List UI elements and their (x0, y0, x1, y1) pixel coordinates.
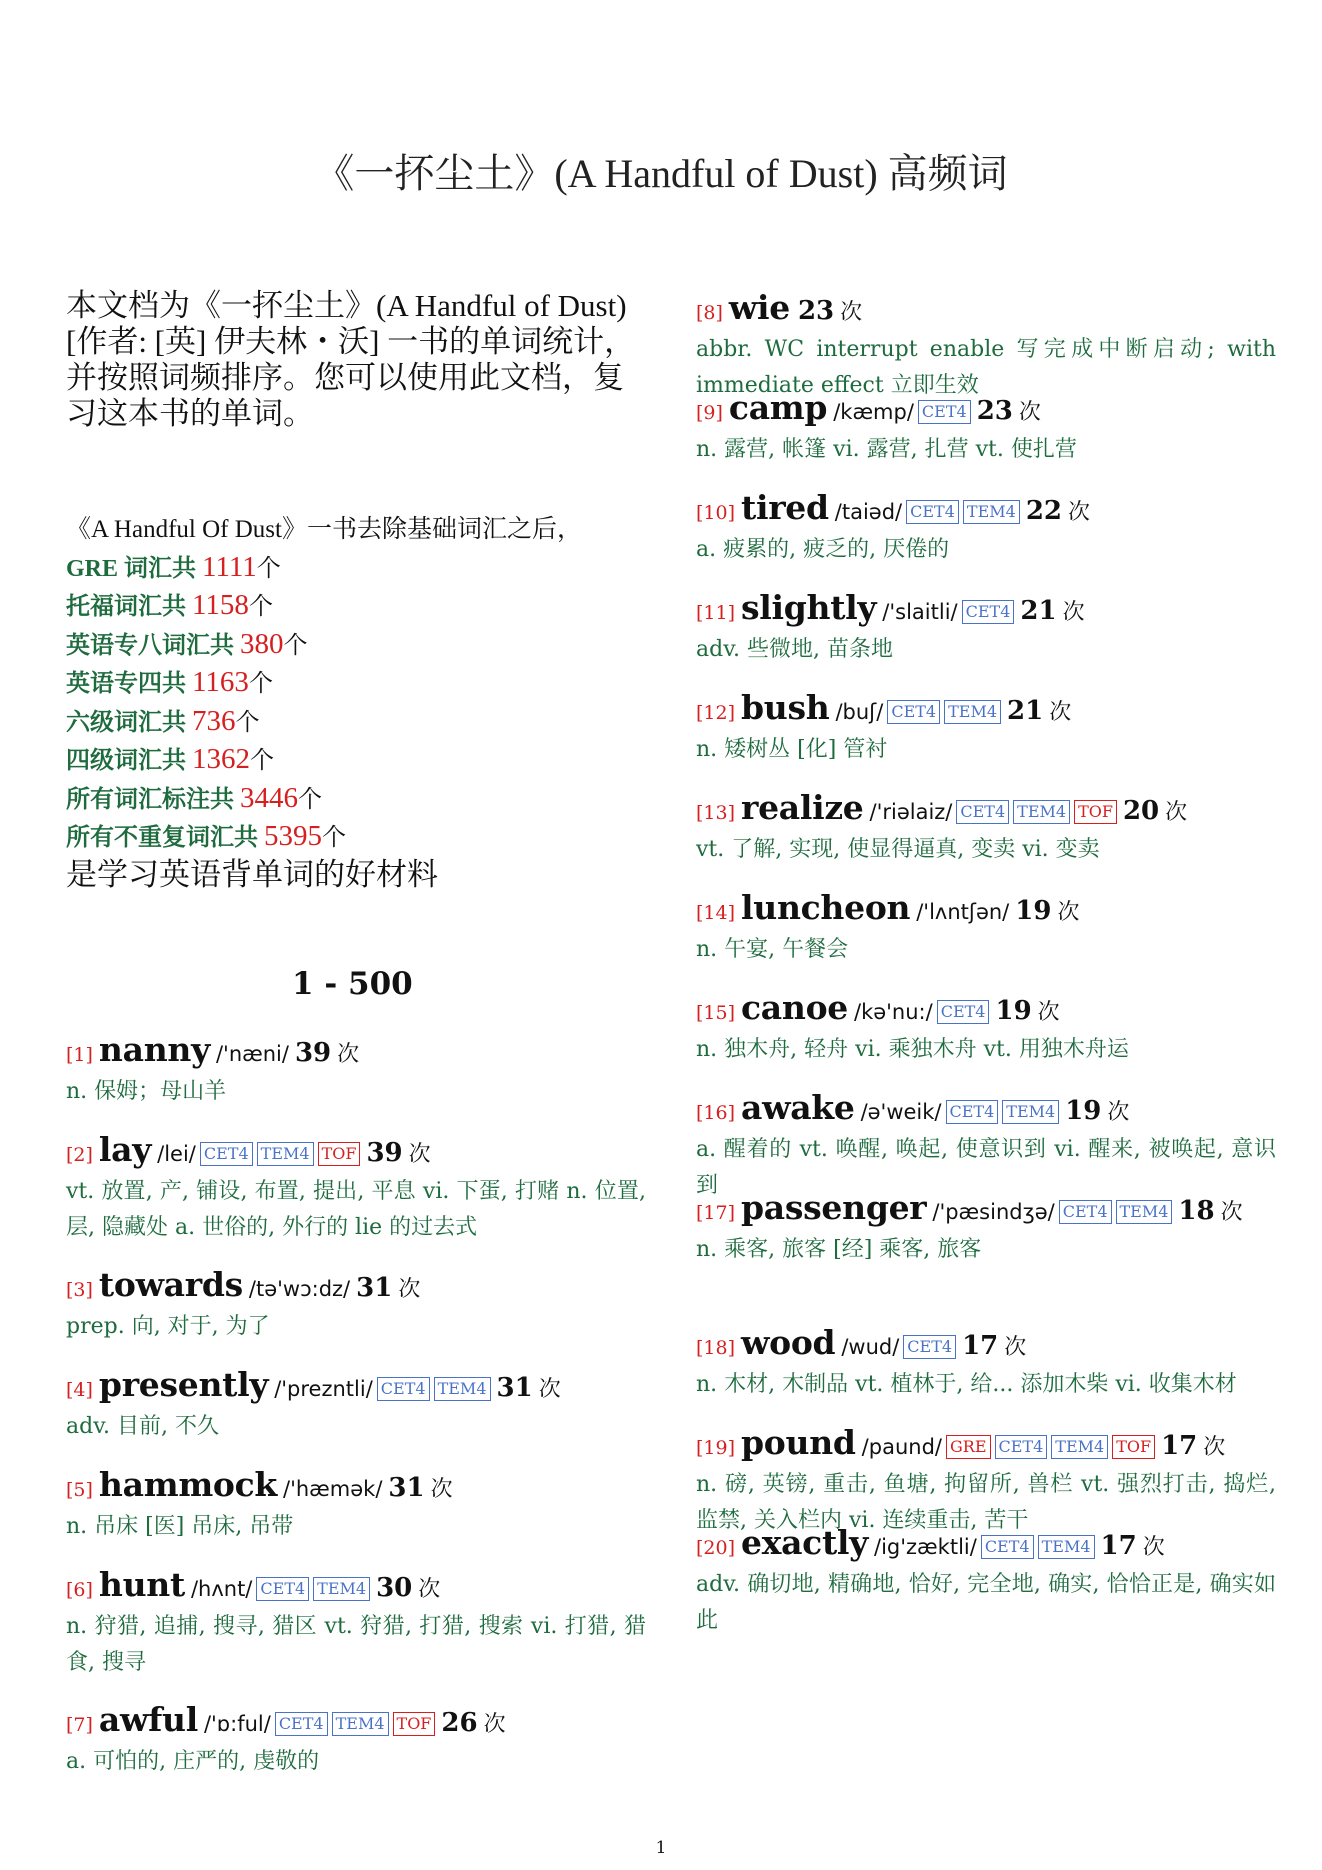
vocab-stats (66, 512, 646, 893)
entry-count: 19 (995, 996, 1032, 1026)
word-entry (696, 588, 1276, 668)
entry-index: [16] (696, 1102, 736, 1124)
level-tag: CET4 (995, 1435, 1048, 1459)
level-tag: CET4 (981, 1535, 1034, 1559)
document-title: 《一抔尘土》(A Handful of Dust) 高频词 (314, 151, 1008, 196)
stat-label: GRE 词汇共 (66, 555, 203, 582)
level-tag: TOF (1112, 1435, 1155, 1459)
entry-definition: a. 可怕的, 庄严的, 虔敬的 (66, 1749, 320, 1774)
entry-index: [8] (696, 302, 723, 324)
entry-word: tired (741, 488, 829, 527)
entry-definition: n. 木材, 木制品 vt. 植林于, 给... 添加木柴 vi. 收集木材 (696, 1372, 1237, 1397)
word-entry (696, 1188, 1276, 1268)
level-tag: TEM4 (944, 700, 1001, 724)
word-entry (696, 1088, 1276, 1204)
stat-row (66, 549, 646, 588)
count-unit: 次 (840, 300, 863, 325)
stat-label: 所有词汇标注共 (66, 786, 240, 813)
count-unit: 次 (1018, 400, 1041, 425)
entry-definition: a. 疲累的, 疲乏的, 厌倦的 (696, 537, 950, 562)
entry-definition: adv. 些微地, 苗条地 (696, 637, 893, 662)
section-heading: 1 - 500 (292, 966, 413, 1002)
entry-count: 23 (797, 296, 835, 326)
entry-phonetic: /'riəlaiz/ (869, 800, 953, 824)
level-tag: TEM4 (434, 1377, 491, 1401)
entry-definition: n. 乘客, 旅客 [经] 乘客, 旅客 (696, 1237, 982, 1262)
entry-definition: n. 午宴, 午餐会 (696, 937, 849, 962)
entry-word: bush (741, 688, 830, 727)
stat-row (66, 703, 646, 742)
entry-word: realize (741, 788, 864, 827)
entry-phonetic: /kæmp/ (833, 400, 914, 424)
word-entry (696, 988, 1276, 1068)
entry-word: presently (98, 1365, 269, 1404)
entry-head (66, 1565, 646, 1609)
level-tag: TEM4 (1051, 1435, 1108, 1459)
entry-word: awful (98, 1700, 198, 1739)
entry-index: [12] (696, 702, 736, 724)
entry-index: [15] (696, 1002, 736, 1024)
entry-phonetic: /buʃ/ (835, 700, 884, 724)
stat-number: 1111 (202, 550, 257, 583)
page-number: 1 (655, 1838, 667, 1858)
level-tag: CET4 (275, 1712, 328, 1736)
stat-label: 托福词汇共 (66, 594, 192, 620)
entry-index: [11] (696, 602, 736, 624)
count-unit: 次 (538, 1377, 561, 1402)
entry-count: 23 (976, 396, 1013, 426)
entry-head (66, 1130, 646, 1174)
entry-phonetic: /ig'zæktli/ (874, 1535, 977, 1559)
word-entry (66, 1700, 646, 1780)
level-tag: CET4 (918, 400, 971, 424)
entry-phonetic: /kə'nu:/ (854, 1000, 933, 1024)
entry-phonetic: /'pæsindʒə/ (932, 1200, 1055, 1224)
entry-definition: adv. 确切地, 精确地, 恰好, 完全地, 确实, 恰恰正是, 确实如此 (696, 1572, 1276, 1633)
count-unit: 次 (1107, 1100, 1130, 1125)
entry-phonetic: /'hæmək/ (283, 1477, 383, 1501)
entry-count: 21 (1020, 596, 1057, 626)
entry-phonetic: /tə'wɔ:dz/ (248, 1277, 351, 1301)
level-tag: CET4 (962, 600, 1015, 624)
level-tag: TOF (318, 1142, 361, 1166)
level-tag: CET4 (903, 1335, 956, 1359)
entry-word: canoe (741, 988, 848, 1027)
count-unit: 次 (1062, 600, 1085, 625)
entry-head (66, 1265, 646, 1309)
entry-phonetic: /'slaitli/ (882, 600, 958, 624)
entry-definition: n. 磅, 英镑, 重击, 鱼塘, 拘留所, 兽栏 vt. 强烈打击, 捣烂, 监禁, 关入栏内 vi. 连续重击, 苦干 (696, 1472, 1276, 1533)
entry-index: [7] (66, 1714, 93, 1736)
entry-head (66, 1030, 646, 1074)
count-unit: 次 (408, 1142, 431, 1167)
entry-index: [9] (696, 402, 723, 424)
word-entry (66, 1565, 646, 1681)
entry-phonetic: /paund/ (861, 1435, 942, 1459)
entry-phonetic: /'prezntli/ (274, 1377, 373, 1401)
count-unit: 次 (430, 1477, 453, 1502)
level-tag: CET4 (946, 1100, 999, 1124)
entry-head (696, 1188, 1276, 1232)
level-tag: CET4 (887, 700, 940, 724)
entry-definition: n. 保姆；母山羊 (66, 1079, 227, 1104)
entry-index: [3] (66, 1279, 93, 1301)
stat-label: 四级词汇共 (66, 748, 192, 774)
stat-unit: 个 (322, 825, 346, 851)
entry-word: towards (98, 1265, 243, 1304)
word-entry (696, 288, 1276, 404)
count-unit: 次 (1220, 1200, 1243, 1225)
word-entry (66, 1030, 646, 1110)
entry-index: [5] (66, 1479, 93, 1501)
word-entry (66, 1365, 646, 1445)
level-tag: TOF (1074, 800, 1117, 824)
stat-number: 380 (240, 627, 284, 660)
entry-definition: abbr. WC interrupt enable 写完成中断启动; with immediate effect 立即生效 (696, 337, 1276, 398)
entry-word: lay (98, 1130, 152, 1169)
word-entry (696, 1323, 1276, 1403)
entry-index: [18] (696, 1337, 736, 1359)
entry-index: [1] (66, 1044, 93, 1066)
entry-head (696, 1088, 1276, 1132)
entry-head (696, 488, 1276, 532)
stat-unit: 个 (283, 632, 308, 659)
level-tag: TEM4 (313, 1577, 370, 1601)
entry-count: 17 (962, 1331, 999, 1361)
entry-count: 20 (1122, 796, 1160, 826)
entry-definition: adv. 目前, 不久 (66, 1414, 219, 1439)
entry-index: [20] (696, 1537, 736, 1559)
entry-phonetic: /wud/ (841, 1335, 900, 1359)
entry-phonetic: /taiəd/ (834, 500, 903, 524)
word-entry (696, 1423, 1276, 1539)
level-tag: CET4 (956, 800, 1009, 824)
entry-count: 39 (294, 1038, 332, 1068)
entry-phonetic: /'næni/ (215, 1042, 289, 1066)
word-entry (66, 1265, 646, 1345)
level-tag: CET4 (256, 1577, 309, 1601)
entry-head (696, 688, 1276, 732)
entry-index: [13] (696, 802, 736, 824)
count-unit: 次 (398, 1277, 421, 1302)
level-tag: TOF (393, 1712, 436, 1736)
entry-word: exactly (741, 1523, 869, 1562)
entry-index: [6] (66, 1579, 93, 1601)
entry-count: 31 (388, 1473, 425, 1503)
entry-word: hunt (98, 1565, 185, 1604)
word-entry (696, 888, 1276, 968)
stat-unit: 个 (235, 709, 260, 736)
count-unit: 次 (1049, 700, 1072, 725)
stat-number: 1158 (192, 589, 249, 621)
entry-count: 31 (496, 1373, 533, 1403)
entry-definition: n. 独木舟, 轻舟 vi. 乘独木舟 vt. 用独木舟运 (696, 1037, 1129, 1062)
entry-count: 19 (1065, 1096, 1102, 1126)
stat-row (66, 626, 646, 665)
entry-phonetic: /'lʌntʃən/ (916, 900, 1010, 924)
stat-row (66, 664, 646, 703)
entry-definition: vt. 放置, 产, 铺设, 布置, 提出, 平息 vi. 下蛋, 打赌 n. 位置, 层, 隐藏处 a. 世俗的, 外行的 lie 的过去式 (66, 1179, 646, 1240)
entry-head (66, 1365, 646, 1409)
entry-head (696, 288, 1276, 332)
entry-index: [17] (696, 1202, 736, 1224)
entry-phonetic: /'ɒ:ful/ (203, 1712, 271, 1736)
entry-head (66, 1700, 646, 1744)
entry-word: slightly (741, 588, 877, 627)
entry-word: luncheon (741, 888, 911, 927)
entry-index: [4] (66, 1379, 93, 1401)
entry-index: [10] (696, 502, 736, 524)
entry-count: 18 (1178, 1196, 1215, 1226)
count-unit: 次 (1203, 1435, 1226, 1460)
word-entry (66, 1465, 646, 1545)
entry-count: 17 (1100, 1531, 1137, 1561)
entry-word: wie (728, 288, 790, 327)
stat-unit: 个 (248, 594, 273, 620)
entry-count: 39 (366, 1138, 403, 1168)
count-unit: 次 (337, 1042, 360, 1067)
entry-index: [2] (66, 1144, 93, 1166)
level-tag: TEM4 (1013, 800, 1070, 824)
stat-label: 六级词汇共 (66, 709, 192, 736)
entry-word: camp (728, 388, 828, 427)
level-tag: GRE (946, 1435, 991, 1459)
stat-number: 1163 (192, 666, 249, 698)
entry-word: pound (741, 1423, 856, 1462)
count-unit: 次 (418, 1577, 441, 1602)
level-tag: CET4 (200, 1142, 253, 1166)
entry-word: hammock (98, 1465, 278, 1504)
word-entry (696, 1523, 1276, 1639)
level-tag: TEM4 (257, 1142, 314, 1166)
entry-index: [19] (696, 1437, 736, 1459)
level-tag: TEM4 (1116, 1200, 1173, 1224)
count-unit: 次 (1068, 500, 1091, 525)
stat-row (66, 741, 646, 780)
stat-number: 736 (192, 704, 236, 737)
count-unit: 次 (1165, 800, 1188, 825)
entry-count: 30 (376, 1573, 413, 1603)
entry-head (696, 988, 1276, 1032)
entry-head (696, 1323, 1276, 1367)
entry-word: awake (741, 1088, 855, 1127)
word-entry (696, 488, 1276, 568)
entry-head (66, 1465, 646, 1509)
stat-number: 5395 (264, 820, 322, 852)
stat-row (66, 587, 646, 626)
entry-word: nanny (98, 1030, 210, 1069)
entry-count: 19 (1015, 896, 1052, 926)
entry-head (696, 788, 1276, 832)
stat-number: 3446 (240, 781, 298, 814)
stats-closing-line: 是学习英语背单词的好材料 (66, 856, 438, 892)
stat-label: 英语专四共 (66, 671, 192, 697)
level-tag: CET4 (1059, 1200, 1112, 1224)
level-tag: CET4 (377, 1377, 430, 1401)
level-tag: CET4 (937, 1000, 990, 1024)
level-tag: TEM4 (332, 1712, 389, 1736)
word-entry (66, 1130, 646, 1246)
entry-head (696, 1523, 1276, 1567)
stats-intro-line: 《A Handful Of Dust》一书去除基础词汇之后， (66, 516, 582, 543)
entry-word: passenger (741, 1188, 927, 1227)
entry-head (696, 1423, 1276, 1467)
entry-definition: n. 露营, 帐篷 vi. 露营, 扎营 vt. 使扎营 (696, 437, 1077, 462)
entry-word: wood (741, 1323, 836, 1362)
intro-paragraph: 本文档为《一抔尘土》(A Handful of Dust)[作者: [英] 伊夫林・沃] 一书的单词统计，并按照词频排序。您可以使用此文档，复习这本书的单词。 (66, 288, 636, 431)
entry-head (696, 388, 1276, 432)
count-unit: 次 (483, 1712, 506, 1737)
count-unit: 次 (1057, 900, 1080, 925)
count-unit: 次 (1142, 1535, 1165, 1560)
entry-head (696, 888, 1276, 932)
word-entry (696, 688, 1276, 768)
word-entry (696, 388, 1276, 468)
entry-count: 31 (356, 1273, 393, 1303)
entry-count: 21 (1007, 696, 1044, 726)
entry-count: 17 (1161, 1431, 1198, 1461)
level-tag: CET4 (906, 500, 959, 524)
level-tag: TEM4 (1002, 1100, 1059, 1124)
entry-definition: a. 醒着的 vt. 唤醒, 唤起, 使意识到 vi. 醒来, 被唤起, 意识到 (696, 1137, 1276, 1198)
stat-unit: 个 (298, 786, 322, 813)
stat-unit: 个 (248, 671, 273, 697)
entry-count: 26 (441, 1708, 478, 1738)
stat-row (66, 818, 646, 857)
entry-phonetic: /hʌnt/ (190, 1577, 253, 1601)
entry-definition: n. 矮树丛 [化] 管衬 (696, 737, 888, 762)
entry-phonetic: /ə'weik/ (860, 1100, 942, 1124)
stat-row (66, 780, 646, 819)
level-tag: TEM4 (1038, 1535, 1095, 1559)
entry-definition: n. 吊床 [医] 吊床, 吊带 (66, 1514, 294, 1539)
entry-index: [14] (696, 902, 736, 924)
entry-definition: prep. 向, 对于, 为了 (66, 1314, 270, 1339)
stat-number: 1362 (192, 743, 250, 775)
word-entry (696, 788, 1276, 868)
entry-definition: n. 狩猎, 追捕, 搜寻, 猎区 vt. 狩猎, 打猎, 搜索 vi. 打猎, 猎食, 搜寻 (66, 1614, 646, 1675)
count-unit: 次 (1004, 1335, 1027, 1360)
stat-unit: 个 (256, 555, 281, 582)
stat-label: 英语专八词汇共 (66, 632, 240, 659)
entry-definition: vt. 了解, 实现, 使显得逼真, 变卖 vi. 变卖 (696, 837, 1100, 862)
stat-label: 所有不重复词汇共 (66, 825, 264, 851)
level-tag: TEM4 (963, 500, 1020, 524)
entry-head (696, 588, 1276, 632)
entry-count: 22 (1025, 496, 1062, 526)
count-unit: 次 (1037, 1000, 1060, 1025)
entry-phonetic: /lei/ (157, 1142, 196, 1166)
stat-unit: 个 (250, 748, 274, 774)
